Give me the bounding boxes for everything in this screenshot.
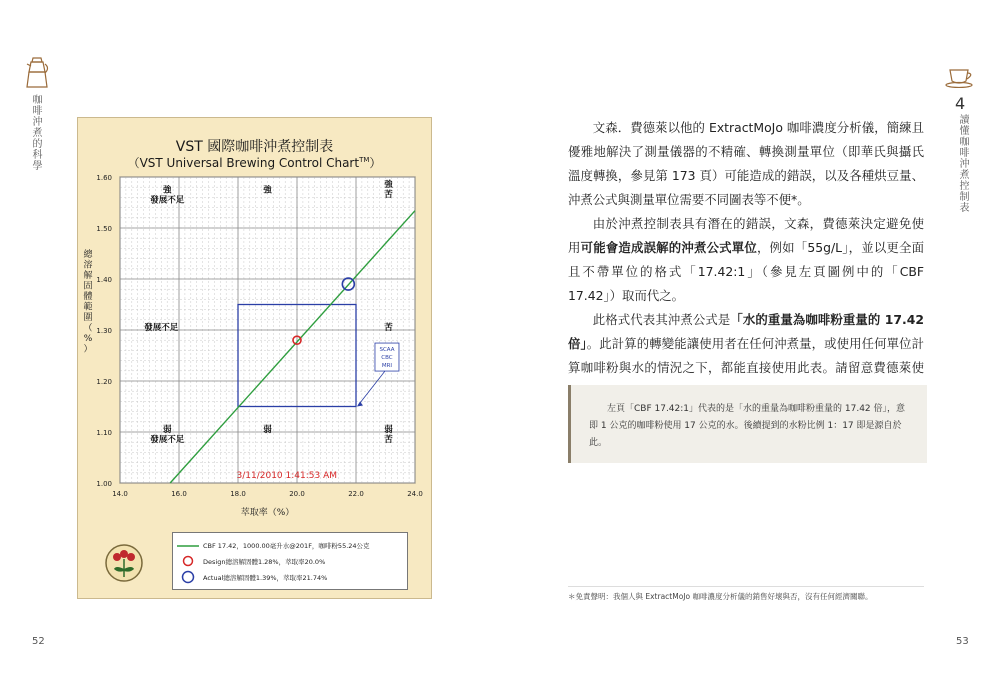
paragraph-2 — [568, 212, 924, 308]
y-axis-label-char: % — [83, 334, 93, 344]
right-side-label: 讀懂咖啡沖煮控制表 — [957, 114, 968, 213]
footnote: ＊免責聲明：我個人與 ExtractMoJo 咖啡濃度分析儀的銷售好壞與否，沒有任何經濟關聯。 — [568, 586, 924, 602]
y-tick-label: 1.40 — [96, 276, 112, 284]
chart-timestamp: 3/11/2010 1:41:53 AM — [236, 470, 338, 481]
legend-cbf: CBF 17.42，1000.00毫升水@201F，咖啡粉55.24公克 — [203, 542, 370, 550]
ideal-box-label-line: SCAA — [379, 347, 395, 354]
ideal-box-label-line: MRI — [381, 363, 393, 370]
brewing-control-chart — [77, 117, 430, 597]
coffee-plant-logo — [104, 543, 144, 583]
y-tick-label: 1.30 — [96, 327, 112, 335]
legend-actual-swatch — [181, 570, 195, 584]
y-axis-label-char: 總 — [83, 250, 93, 260]
note-box — [568, 385, 927, 463]
y-axis-label-char: 圍 — [83, 313, 93, 323]
legend-actual: Actual總溶解固體1.39%，萃取率21.74% — [203, 574, 328, 582]
region-label: 弱 — [263, 425, 272, 435]
chart-subtitle-close: ） — [369, 156, 382, 170]
paragraph-3-segment-3: 。此計算的轉變能讓使用者在任何沖煮量，或使用任何單位計算咖啡粉與水的情況之下，都能直接使用此表。請留意費德萊使 — [568, 336, 924, 375]
region-label: 弱 — [162, 425, 172, 435]
region-label: 強 — [384, 180, 393, 191]
moka-pot-icon — [24, 54, 50, 90]
chapter-number: 4 — [955, 94, 966, 113]
chart-title: VST 國際咖啡沖煮控制表 — [175, 139, 334, 155]
body-text — [568, 116, 924, 428]
paragraph-1 — [568, 116, 924, 212]
x-tick-label: 22.0 — [348, 490, 364, 498]
chart-subtitle-main: （VST Universal Brewing Control Chart — [127, 156, 360, 170]
left-side-label: 咖啡沖煮的科學 — [30, 94, 41, 171]
region-label: 發展不足 — [150, 435, 185, 445]
region-label: 苦 — [384, 323, 393, 333]
legend-design-swatch — [182, 555, 194, 567]
x-tick-label: 20.0 — [289, 490, 305, 498]
y-axis-label-char: 範 — [83, 302, 93, 313]
y-axis-label-char: 體 — [83, 292, 93, 302]
region-label: 強 — [263, 185, 272, 196]
y-axis-label-char: （ — [83, 323, 93, 334]
chart-legend — [172, 532, 408, 590]
y-tick-label: 1.50 — [96, 225, 112, 233]
legend-design: Design總溶解固體1.28%，萃取率20.0% — [203, 558, 326, 566]
y-axis-label-char: 解 — [83, 271, 93, 281]
x-axis-label: 萃取率（%） — [240, 508, 295, 518]
coffee-cup-icon — [944, 66, 978, 88]
y-axis-label-char: 溶 — [83, 260, 93, 271]
ideal-box-label-line: CBC — [381, 355, 393, 362]
paragraph-2-segment-2: 可能會造成誤解的沖煮公式單位 — [580, 240, 757, 255]
y-axis-label-char: 固 — [83, 281, 93, 292]
region-label: 發展不足 — [150, 195, 185, 206]
left-page-number: 52 — [32, 636, 45, 647]
paragraph-2-segment-3: ，例如「55g/L」，並以更全面且不帶單位的格式「17.42:1」（參見左頁圖例中的「CBF 17.42」）取而代之。 — [568, 240, 925, 303]
y-tick-label: 1.20 — [96, 378, 112, 386]
note-text: 左頁「CBF 17.42:1」代表的是「水的重量為咖啡粉重量的 17.42 倍」，意即 1 公克的咖啡粉使用 17 公克的水。後續提到的水粉比例 1：17 即是源自於此。 — [589, 404, 906, 448]
right-page-number: 53 — [956, 636, 969, 647]
chart-subtitle-tm: TM — [359, 156, 370, 164]
region-label: 苦 — [384, 435, 393, 445]
paragraph-1-segment-1: 文森．費德萊以他的 ExtractMoJo 咖啡濃度分析儀，簡練且優雅地解決了測量儀器的不精確、轉換測量單位（即華氏與攝氏溫度轉換，參見第 173 頁）可能造成的錯誤，以及各種烘豆量、沖煮公式與測量單位需要不同圖表等不便*。 — [568, 120, 924, 207]
y-axis-label-char: ） — [83, 344, 93, 355]
x-tick-label: 14.0 — [112, 490, 128, 498]
x-tick-label: 16.0 — [171, 490, 187, 498]
region-label: 苦 — [384, 190, 393, 201]
y-tick-label: 1.10 — [96, 429, 112, 437]
y-tick-label: 1.60 — [96, 174, 112, 182]
paragraph-3-segment-2: 「水的重量為咖啡粉重量的 17.42 倍」 — [568, 312, 925, 351]
legend-cbf-swatch — [177, 542, 199, 550]
x-tick-label: 24.0 — [407, 490, 423, 498]
x-tick-label: 18.0 — [230, 490, 246, 498]
region-label: 強 — [162, 185, 172, 196]
paragraph-2-segment-1: 由於沖煮控制表具有潛在的錯誤，文森，費德萊決定避免使用 — [568, 216, 924, 255]
region-label: 發展不足 — [144, 323, 179, 333]
y-tick-label: 1.00 — [96, 480, 112, 488]
region-label: 弱 — [384, 425, 393, 435]
paragraph-3-segment-1: 此格式代表其沖煮公式是 — [592, 312, 731, 327]
